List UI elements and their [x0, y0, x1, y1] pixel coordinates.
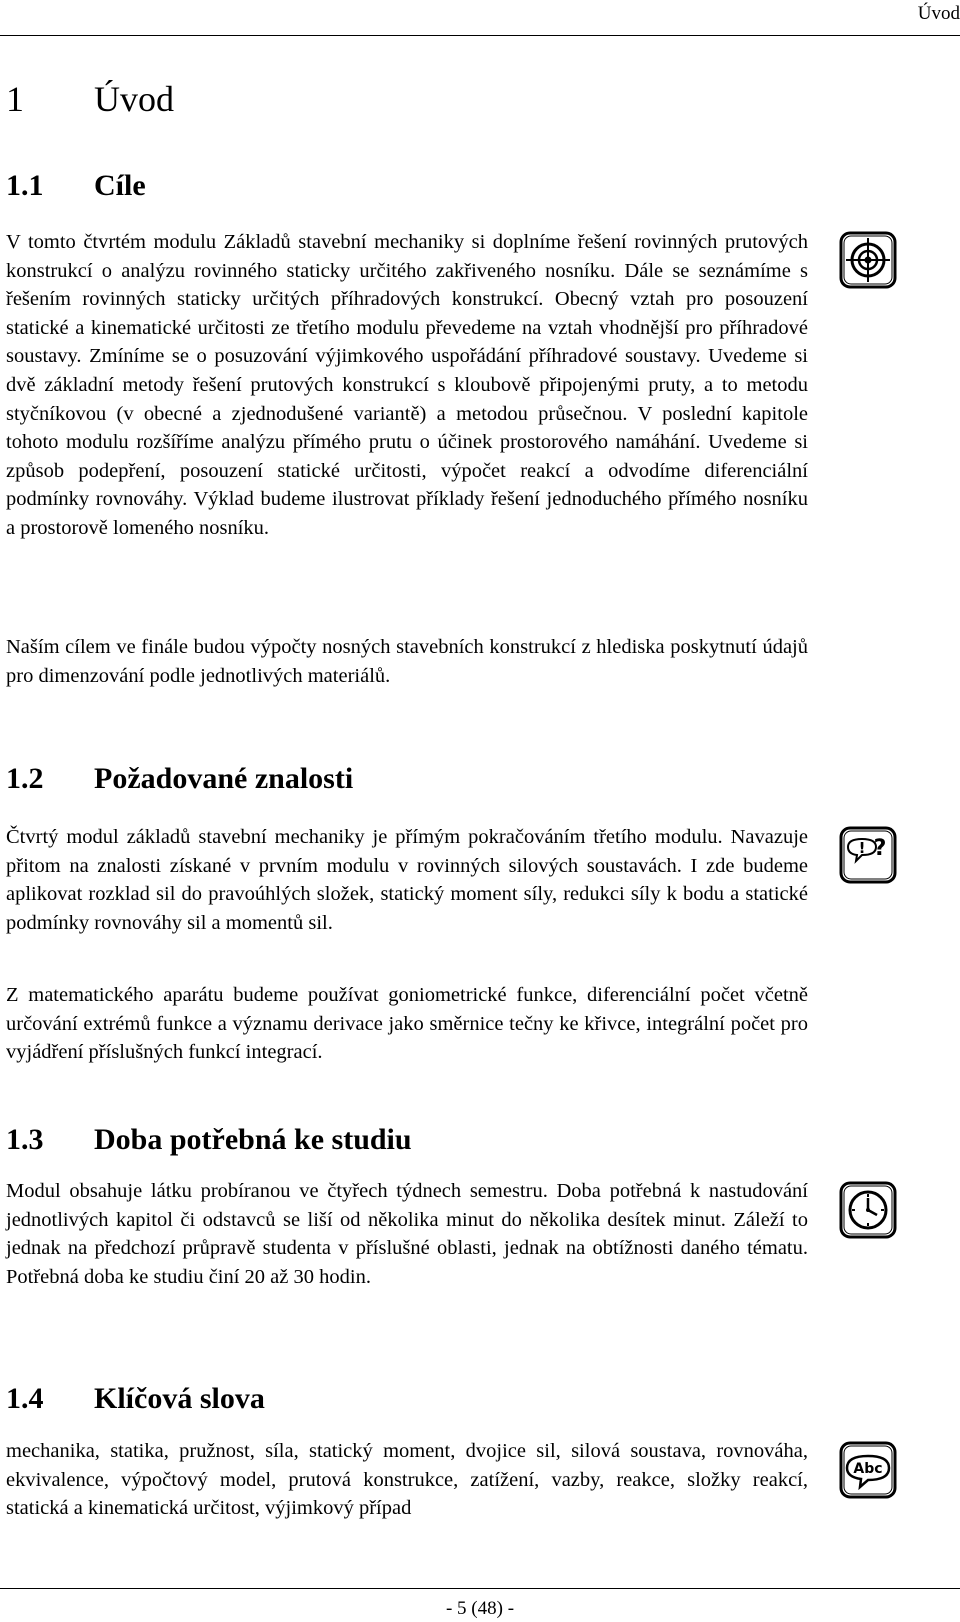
section-heading-keywords [6, 1380, 265, 1418]
target-icon [838, 230, 898, 290]
paragraph-goals-1: V tomto čtvrtém modulu Základů stavební mechaniky si doplníme řešení rovinných prutových konstrukcí o analýzu rovinného staticky určitého zakřiveného nosníku. Dále se seznámíme s řešením rovinných staticky určitých příhradových konstrukcí. Obecný vztah pro posouzení statické a kinematické určitosti ze třetího modulu převedeme na vztah vhodnější pro příhradové soustavy. Zmíníme se o posuzování výjimkového uspořádání příhradové soustavy. Uvedeme si dvě základní metody řešení prutových konstrukcí s kloubově připojenými pruty, a to metodu styčníkovou (v obecné a zjednodušené variantě) a metodou průsečnou. V poslední kapitole tohoto modulu rozšíříme analýzu přímého prutu o účinek prostorového namáhání. Uvedeme si způsob podepření, posouzení statické určitosti, výpočet reakcí a odvodíme diferenciální podmínky rovnováhy. Výklad budeme ilustrovat příklady řešení jednoduchého přímého nosníku a prostorově lomeného nosníku. [6, 231, 808, 539]
chapter-heading [6, 76, 174, 122]
paragraph-prerequisites-2: Z matematického aparátu budeme používat goniometrické funkce, diferenciální počet včetně určování extrémů funkce a významu derivace jako směrnice tečny ke křivce, integrální počet pro vyjádření příslušných funkcí integrací. [6, 984, 808, 1064]
svg-text:?: ? [873, 836, 887, 861]
abc-keywords-icon [838, 1440, 898, 1500]
question-exclamation-icon [838, 825, 898, 885]
section-heading-goals [6, 167, 146, 205]
chapter-title: Úvod [94, 79, 174, 119]
chapter-number: 1 [6, 79, 24, 119]
section-number: 1.1 [6, 169, 44, 202]
svg-text:!: ! [858, 839, 866, 857]
footer-rule [0, 1588, 960, 1589]
clock-icon [838, 1180, 898, 1240]
paragraph-keywords: mechanika, statika, pružnost, síla, statický moment, dvojice sil, silová soustava, rovnováha, ekvivalence, výpočtový model, prutová konstrukce, zatížení, vazby, reakce, složky reakcí, statická a kinematická určitost, výjimkový případ [6, 1440, 808, 1520]
section-heading-prerequisites [6, 760, 353, 798]
section-number: 1.2 [6, 762, 44, 795]
section-title: Klíčová slova [94, 1382, 265, 1415]
section-title: Požadované znalosti [94, 762, 354, 795]
header-rule [0, 35, 960, 36]
paragraph-study-time: Modul obsahuje látku probíranou ve čtyřech týdnech semestru. Doba potřebná k nastudování jednotlivých kapitol či odstavců se liší od několika minut do několika desítek minut. Záleží to jednak na předchozí průpravě studenta v příslušné oblasti, jednak na obtížnosti daného tématu. Potřebná doba ke studiu činí 20 až 30 hodin. [6, 1180, 808, 1288]
section-title: Cíle [94, 169, 146, 202]
paragraph-prerequisites-1: Čtvrtý modul základů stavební mechaniky je přímým pokračováním třetího modulu. Navazuje přitom na znalosti získané v prvním modulu v rovinných silových soustavách. I zde budeme aplikovat rozklad sil do pravoúhlých složek, statický moment síly, redukci síly k bodu a statické podmínky rovnováhy sil a momentů sil. [6, 826, 808, 934]
page-number: - 5 (48) - [445, 1598, 515, 1619]
section-heading-study-time [6, 1121, 412, 1159]
section-number: 1.4 [6, 1382, 44, 1415]
abc-icon-label: Abc [853, 1461, 883, 1477]
section-title: Doba potřebná ke studiu [94, 1123, 412, 1156]
running-header: Úvod [917, 3, 960, 24]
paragraph-goals-2: Naším cílem ve finále budou výpočty nosných stavebních konstrukcí z hlediska poskytnutí údajů pro dimenzování podle jednotlivých materiálů. [6, 636, 808, 687]
section-number: 1.3 [6, 1123, 44, 1156]
